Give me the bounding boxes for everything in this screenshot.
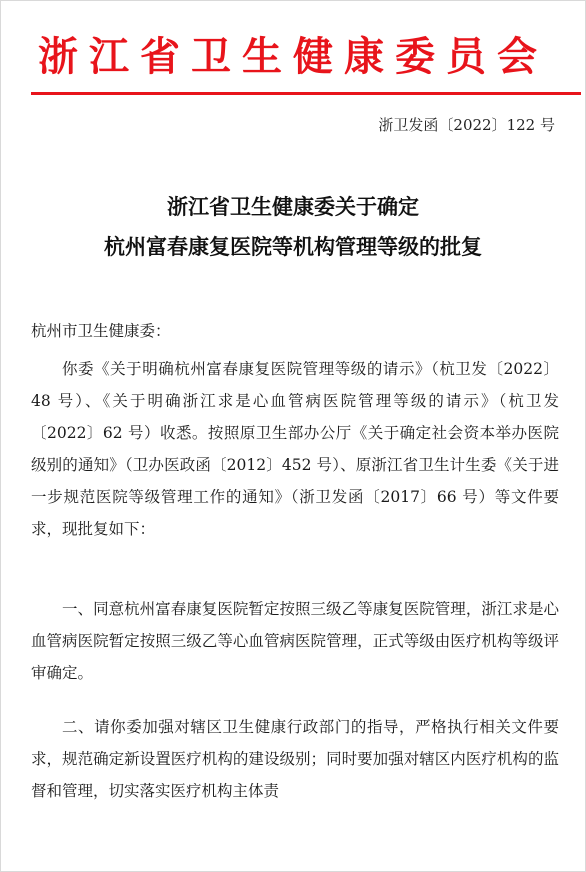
issuer-masthead: 浙江省卫生健康委员会 xyxy=(38,34,548,80)
title-line-2: 杭州富春康复医院等机构管理等级的批复 xyxy=(104,234,482,259)
body-paragraph-3: 二、请你委加强对辖区卫生健康行政部门的指导，严格执行相关文件要求，规范确定新设置医疗机构的建设级别；同时要加强对辖区内医疗机构的监督和管理，切实落实医疗机构主体责 xyxy=(31,718,559,800)
document-number: 浙卫发函〔2022〕122 号 xyxy=(378,116,555,134)
addressee: 杭州市卫生健康委： xyxy=(31,322,171,340)
body-paragraph-2: 一、同意杭州富春康复医院暂定按照三级乙等康复医院管理，浙江求是心血管病医院暂定按照三级乙等心血管病医院管理，正式等级由医疗机构等级评审确定。 xyxy=(31,600,559,682)
body-paragraph-1: 你委《关于明确杭州富春康复医院管理等级的请示》（杭卫发〔2022〕48 号）、《关于明确浙江求是心血管病医院管理等级的请示》（杭卫发〔2022〕62 号）收悉。按照原卫生部办公厅《关于确定社会资本举办医院级别的通知》（卫办医政函〔2012〕452 号）、原浙江省卫生计生委《关于进一步规范医院等级管理工作的通知》（浙卫发函〔2017〕66 号）等文件要求，现批复如下： xyxy=(31,360,559,538)
document-title xyxy=(1,187,585,267)
red-divider-line xyxy=(31,92,581,95)
title-line-1: 浙江省卫生健康委关于确定 xyxy=(167,194,419,219)
